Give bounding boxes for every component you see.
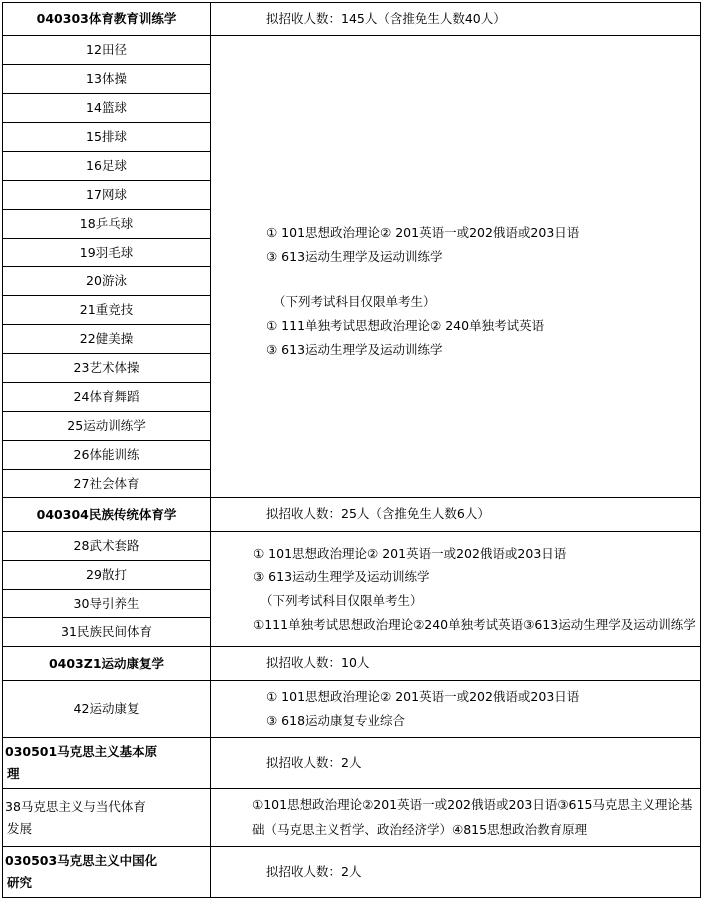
direction-cell-14 [3,94,211,123]
major-name-line2: 研究 [7,874,33,890]
direction-name-line2: 发展 [7,820,33,836]
quota-cell-040303 [211,3,701,36]
major-name: 040304民族传统体育学 [36,506,177,522]
direction-name: 16足球 [86,157,127,173]
direction-name-line1: 38马克思主义与当代体育 [5,798,146,814]
direction-cell-38 [3,789,211,847]
exam-note: （下列考试科目仅限单考生） [260,593,423,608]
direction-name: 27社会体育 [73,475,140,491]
quota-text [211,498,700,530]
quota-line: 拟招收人数：10人 [266,655,370,671]
direction-name: 14篮球 [86,100,127,116]
direction-cell-18 [3,209,211,238]
quota-text [211,647,700,679]
table-row [3,738,701,789]
exam-subjects-block [211,681,700,738]
spacer [266,270,696,280]
major-name: 0403Z1运动康复学 [48,655,165,671]
major-name-line1: 030501马克思主义基本原 [5,744,158,760]
direction-name: 25运动训练学 [67,417,146,433]
spacer [266,280,696,290]
direction-name: 31民族民间体育 [61,624,152,640]
major-name-line1: 030503马克思主义中国化 [5,852,158,868]
quota-text [211,3,700,35]
direction-cell-28 [3,531,211,560]
quota-text [211,747,700,779]
table-row [3,531,701,560]
direction-cell-20 [3,267,211,296]
admissions-table-body [3,3,701,898]
exam-cell-traditional-sport [211,531,701,647]
direction-name: 30导引养生 [73,595,140,611]
table-row [3,498,701,531]
admissions-table [2,2,701,898]
major-name-line2: 理 [7,766,20,782]
major-name [3,847,210,897]
quota-cell-040304 [211,498,701,531]
exam-subjects-block [211,167,700,367]
table-row [3,680,701,738]
exam-line-1: ① 101思想政治理论② 201英语一或202俄语或203日语 [266,688,580,704]
major-cell-040304 [3,498,211,531]
direction-cell-12 [3,36,211,65]
direction-cell-42 [3,680,211,738]
quota-cell-0403Z1 [211,647,701,680]
major-name: 040303体育教育训练学 [36,11,177,27]
direction-cell-22 [3,325,211,354]
quota-line: 拟招收人数：25人（含推免生人数6人） [266,506,490,522]
quota-line: 拟招收人数：2人 [266,863,362,879]
spacer [266,181,696,191]
quota-cell-030501 [211,738,701,789]
quota-line: 拟招收人数：2人 [266,755,362,771]
major-cell-040303 [3,3,211,36]
table-row [3,36,701,65]
exam-line-1: ① 101思想政治理论② 201英语一或202俄语或203日语 [253,545,567,561]
direction-name: 23艺术体操 [73,360,140,375]
spacer [266,191,696,201]
direction-cell-30 [3,589,211,618]
direction-name: 26体能训练 [73,446,140,462]
quota-text [211,856,700,888]
direction-name: 18乒乓球 [79,215,134,231]
direction-cell-13 [3,65,211,94]
direction-name: 13体操 [86,71,127,87]
direction-name: 22健美操 [79,331,134,347]
direction-name: 29散打 [86,566,127,582]
spacer [266,171,696,181]
direction-name: 12田径 [86,42,127,58]
exam-line-2: ③ 613运动生理学及运动训练学 [253,569,430,585]
table-row [3,846,701,897]
exam-line-3: ① 111单独考试思想政治理论② 240单独考试英语 [266,318,545,334]
direction-cell-31 [3,618,211,647]
exam-cell-marxism [211,789,701,847]
exam-line-1: ① 101思想政治理论② 201英语一或202俄语或203日语 [266,224,580,240]
table-row [3,789,701,847]
direction-cell-25 [3,411,211,440]
spacer [266,211,696,221]
direction-name: 17网球 [86,186,127,202]
direction-name: 19羽毛球 [79,244,134,260]
exam-subjects-block [211,789,700,846]
table-row [3,3,701,36]
exam-line-2: ③ 618运动康复专业综合 [266,713,406,728]
exam-cell-rehab [211,680,701,738]
direction-cell-19 [3,238,211,267]
major-cell-030501 [3,738,211,789]
direction-name: 15排球 [86,129,127,144]
direction-name: 20游泳 [86,273,127,289]
exam-note: （下列考试科目仅限单考生） [273,293,436,309]
direction-cell-26 [3,440,211,469]
direction-name: 28武术套路 [73,537,140,553]
exam-line-2: ③ 613运动生理学及运动训练学 [266,249,443,265]
direction-cell-15 [3,123,211,152]
major-name [3,738,210,788]
direction-cell-16 [3,151,211,180]
quota-cell-030503 [211,846,701,897]
major-cell-030503 [3,846,211,897]
direction-name: 21重竞技 [79,302,134,318]
direction-name: 24体育舞蹈 [73,388,140,404]
exam-line-4: ③ 613运动生理学及运动训练学 [266,342,443,358]
direction-cell-27 [3,469,211,498]
quota-line: 拟招收人数：145人（含推免生人数40人） [266,11,506,26]
spacer [266,201,696,211]
direction-cell-23 [3,354,211,383]
table-row [3,647,701,680]
exam-line-1: ①101思想政治理论②201英语一或202俄语或203日语③615马克思主义理论基础（马克思主义哲学、政治经济学）④815思想政治教育原理 [252,797,693,837]
exam-subjects-block [211,538,700,641]
direction-cell-17 [3,180,211,209]
exam-cell-sport-education [211,36,701,498]
exam-line-3: ①111单独考试思想政治理论②240单独考试英语③613运动生理学及运动训练学 [253,616,696,632]
direction-cell-29 [3,560,211,589]
direction-cell-21 [3,296,211,325]
direction-cell-24 [3,382,211,411]
major-cell-0403Z1 [3,647,211,680]
direction-name: 42运动康复 [73,701,140,717]
direction-name [3,793,210,843]
